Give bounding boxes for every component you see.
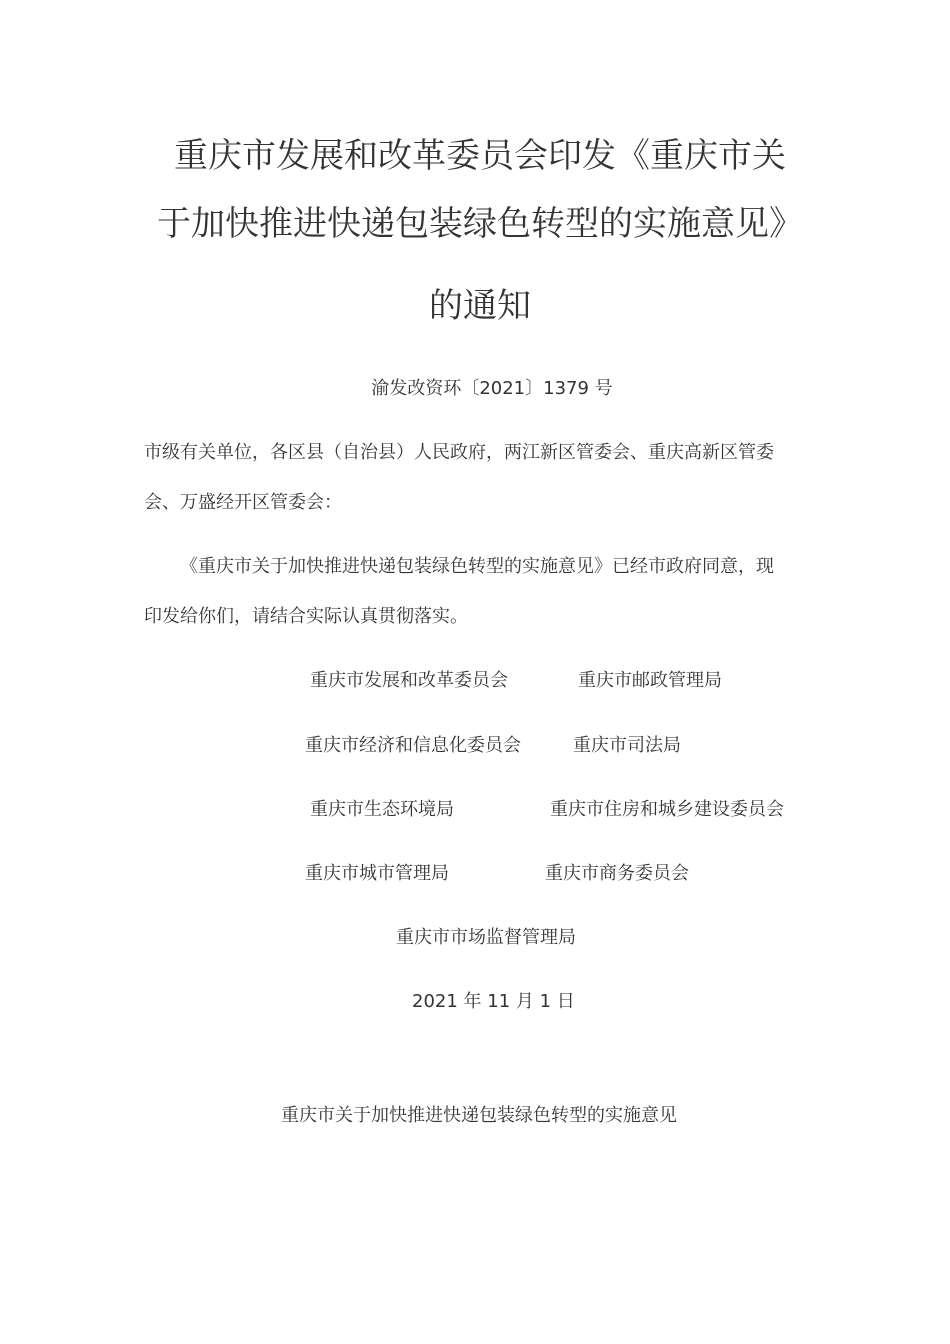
issuing-agency: 重庆市生态环境局 <box>310 799 454 820</box>
document-title-line-3: 的通知 <box>429 286 531 326</box>
issuing-agency: 重庆市司法局 <box>573 735 681 756</box>
issuing-agency: 重庆市商务委员会 <box>545 863 689 884</box>
attachment-title: 重庆市关于加快推进快递包装绿色转型的实施意见 <box>281 1105 677 1126</box>
issuing-agency: 重庆市城市管理局 <box>305 863 449 884</box>
document-number: 渝发改资环〔2021〕1379 号 <box>371 378 613 399</box>
body-paragraph-line-2: 印发给你们，请结合实际认真贯彻落实。 <box>144 606 468 627</box>
issuing-agency: 重庆市住房和城乡建设委员会 <box>550 799 784 820</box>
issuing-agency: 重庆市经济和信息化委员会 <box>305 735 521 756</box>
addressee-line-2: 会、万盛经开区管委会： <box>144 492 342 513</box>
issue-date: 2021 年 11 月 1 日 <box>412 991 575 1012</box>
issuing-agency: 重庆市发展和改革委员会 <box>310 670 508 691</box>
document-title-line-2: 于加快推进快递包装绿色转型的实施意见》 <box>157 204 803 244</box>
issuing-agency: 重庆市邮政管理局 <box>578 670 722 691</box>
issuing-agency: 重庆市市场监督管理局 <box>396 927 576 948</box>
addressee-line-1: 市级有关单位，各区县（自治县）人民政府，两江新区管委会、重庆高新区管委 <box>144 442 774 463</box>
body-paragraph-line-1: 《重庆市关于加快推进快递包装绿色转型的实施意见》已经市政府同意，现 <box>180 556 774 577</box>
document-title-line-1: 重庆市发展和改革委员会印发《重庆市关 <box>174 136 786 176</box>
